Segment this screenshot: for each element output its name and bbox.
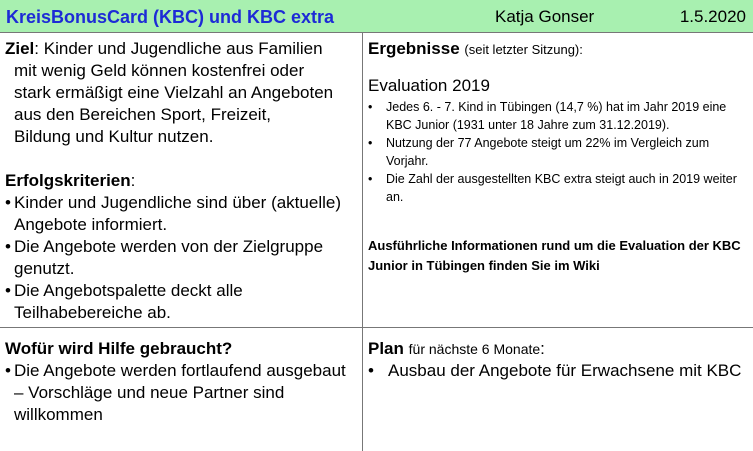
hilfe-label: Wofür wird Hilfe gebraucht? [5,339,233,358]
list-item: • Die Angebote werden fortlaufend ausgebaut – Vorschläge und neue Partner sind willkommen [5,360,357,426]
erfolgskriterien-label: Erfolgskriterien [5,171,131,190]
column-divider [362,33,363,451]
spacer [5,148,357,170]
plan-colon: : [540,339,545,358]
report-date: 1.5.2020 [679,7,746,26]
ziel-text-line: stark ermäßigt eine Vielzahl an Angeboten [14,83,334,102]
ergebnisse-sublabel: (seit letzter Sitzung): [464,42,583,57]
evaluation-info-link: Ausführliche Informationen rund um die Evaluation der KBC Junior in Tübingen finden Sie im Wiki [368,238,741,273]
ziel-first-line [5,38,357,60]
plan-cell [368,338,753,382]
evaluation-list [368,98,753,206]
ziel-text-line: mit wenig Geld können kostenfrei oder [14,61,305,80]
ziel-cell [5,38,357,324]
list-item: • Die Angebotspalette deckt alle Teilhabebereiche ab. [5,280,357,324]
hilfe-cell [5,338,357,426]
evaluation-title: Evaluation 2019 [368,76,490,95]
hilfe-list [5,360,357,426]
plan-list [368,360,753,382]
plan-sublabel: für nächste 6 Monate [408,341,541,357]
page-title: KreisBonusCard (KBC) und KBC extra [6,7,335,27]
list-item: • Die Angebote werden von der Zielgruppe genutzt. [5,236,357,280]
plan-label: Plan [368,339,404,358]
erfolgskriterien-heading [5,170,357,192]
header-bar [0,0,753,33]
list-item: • Jedes 6. - 7. Kind in Tübingen (14,7 %) hat im Jahr 2019 eine KBC Junior (1931 unter 18 Jahre zum 31.12.2019). [368,98,753,134]
row-divider [0,327,753,328]
erfolgskriterien-list [5,192,357,324]
author-name: Katja Gonser [495,7,595,26]
ziel-text-first: : Kinder und Jugendliche aus Familien [34,39,323,58]
ziel-text-line: aus den Bereichen Sport, Freizeit, [14,105,272,124]
list-item: • Die Zahl der ausgestellten KBC extra steigt auch in 2019 weiter an. [368,170,753,206]
ziel-text-line: Bildung und Kultur nutzen. [14,127,214,146]
ergebnisse-heading [368,38,753,61]
list-item: • Ausbau der Angebote für Erwachsene mit KBC [368,360,753,382]
list-item: • Kinder und Jugendliche sind über (aktuelle) Angebote informiert. [5,192,357,236]
plan-heading [368,338,753,360]
erfolgskriterien-colon: : [130,171,136,190]
ziel-label: Ziel [5,39,35,58]
ergebnisse-label: Ergebnisse [368,39,460,58]
list-item: • Nutzung der 77 Angebote steigt um 22% im Vergleich zum Vorjahr. [368,134,753,170]
ergebnisse-cell [368,38,753,276]
